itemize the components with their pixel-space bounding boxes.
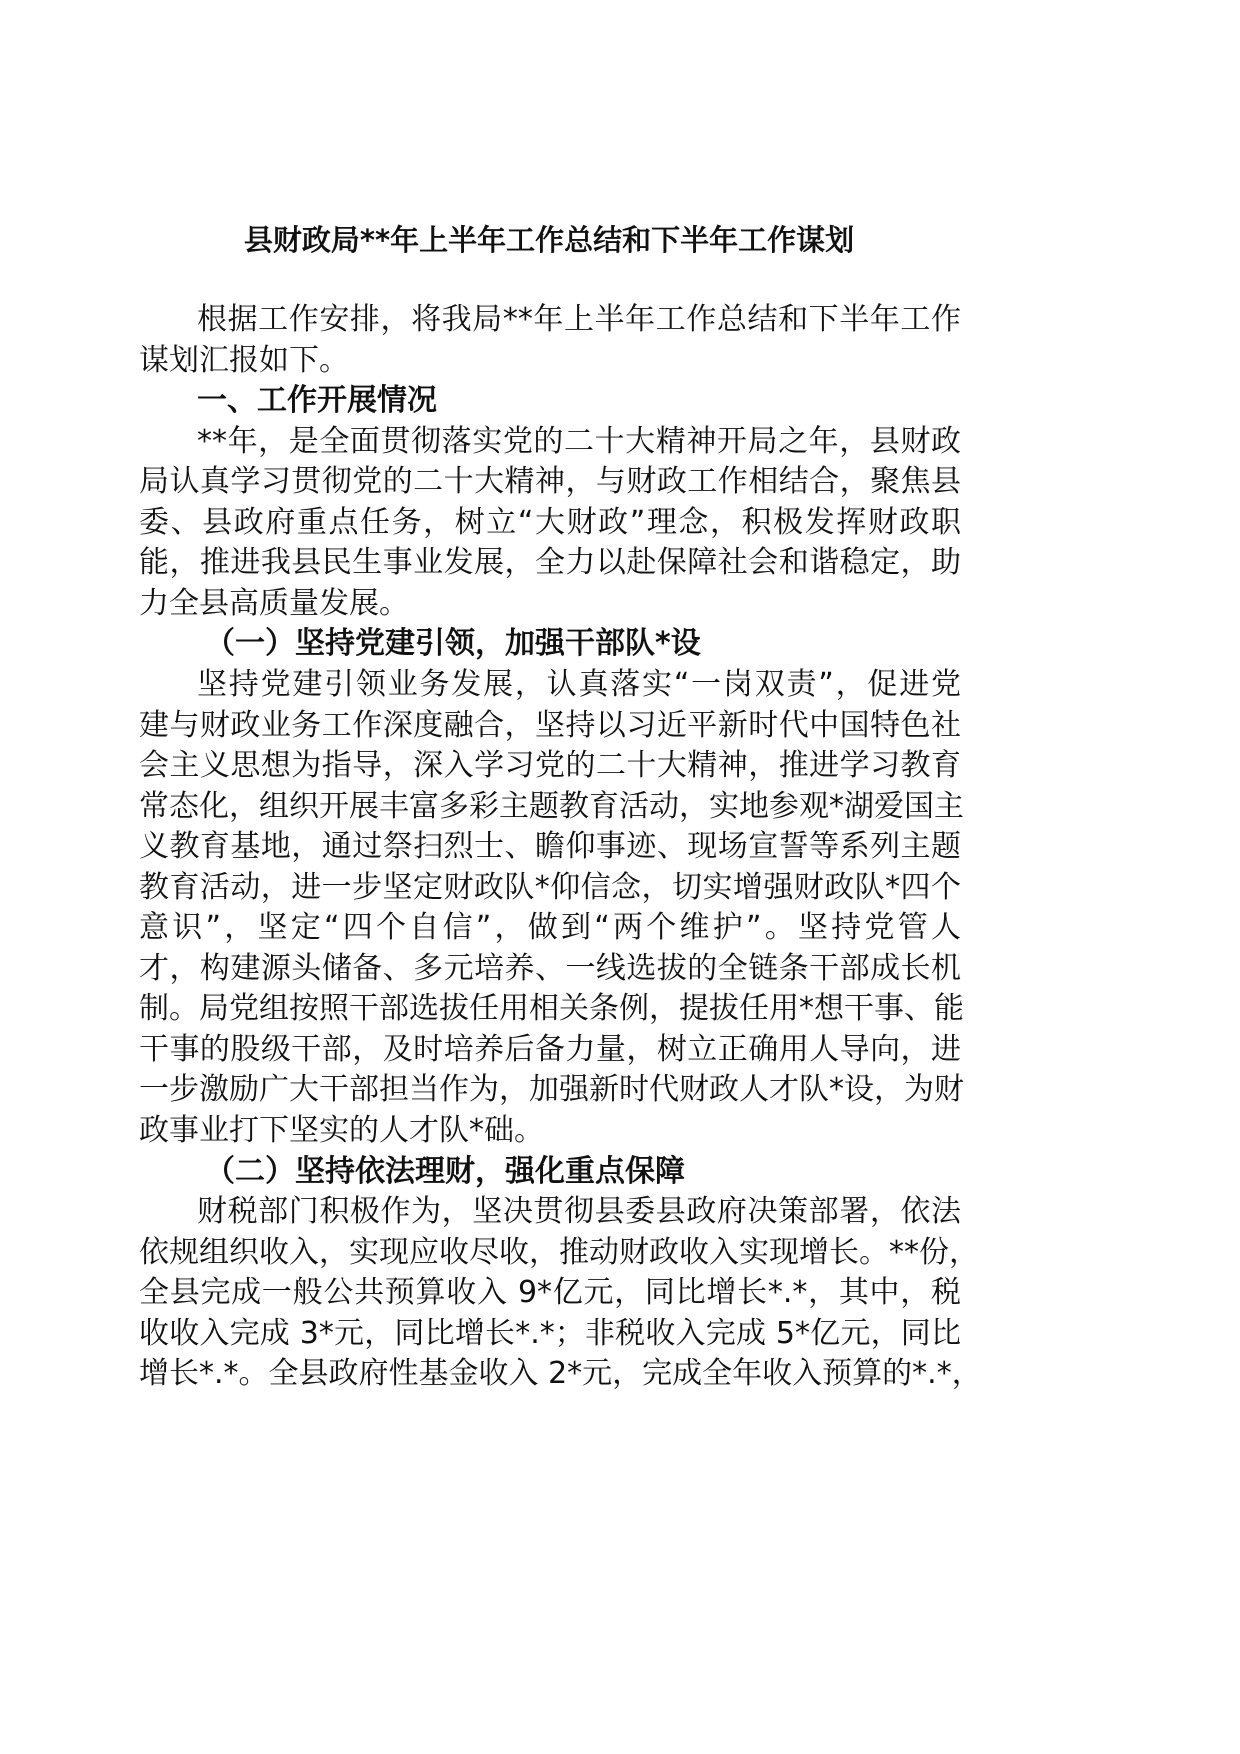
paragraph-line: 收收入完成 3*元，同比增长*.*；非税收入完成 5*亿元，同比 (139, 1315, 961, 1351)
paragraph-line: 委、县政府重点任务，树立“大财政”理念，积极发挥财政职 (139, 504, 961, 540)
paragraph-line: 才，构建源头储备、多元培养、一线选拔的全链条干部成长机 (139, 950, 961, 986)
paragraph-line: 依规组织收入，实现应收尽收，推动财政收入实现增长。**份， (139, 1234, 979, 1270)
paragraph-line: 能，推进我县民生事业发展，全力以赴保障社会和谐稳定，助 (139, 545, 961, 581)
paragraph-line: 建与财政业务工作深度融合，坚持以习近平新时代中国特色社 (139, 707, 961, 743)
paragraph-line: 常态化，组织开展丰富多彩主题教育活动，实地参观*湖爱国主 (139, 788, 964, 824)
section-heading: （二）坚持依法理财，强化重点保障 (205, 1153, 685, 1189)
section-heading: （一）坚持党建引领，加强干部队*设 (205, 626, 701, 662)
document-title: 县财政局**年上半年工作总结和下半年工作谋划 (243, 223, 855, 257)
paragraph-line: 谋划汇报如下。 (139, 342, 349, 378)
paragraph-line: **年，是全面贯彻落实党的二十大精神开局之年，县财政 (197, 423, 961, 459)
paragraph-line: 全县完成一般公共预算收入 9*亿元，同比增长*.*，其中，税 (139, 1275, 961, 1311)
paragraph-line: 局认真学习贯彻党的二十大精神，与财政工作相结合，聚焦县 (139, 464, 961, 500)
paragraph-line: 根据工作安排，将我局**年上半年工作总结和下半年工作 (197, 302, 961, 337)
paragraph-line: 义教育基地，通过祭扫烈士、瞻仰事迹、现场宣誓等系列主题 (139, 829, 961, 865)
paragraph-line: 干事的股级干部，及时培养后备力量，树立正确用人导向，进 (139, 1031, 961, 1067)
paragraph-line: 增长*.*。全县政府性基金收入 2*元，完成全年收入预算的*.*， (139, 1356, 982, 1392)
paragraph-line: 坚持党建引领业务发展，认真落实“一岗双责”，促进党 (197, 666, 961, 702)
paragraph-line: 教育活动，进一步坚定财政队*仰信念，切实增强财政队*四个 (139, 869, 961, 905)
paragraph-line: 财税部门积极作为，坚决贯彻县委县政府决策部署，依法 (197, 1194, 961, 1230)
paragraph-line: 一步激励广大干部担当作为，加强新时代财政人才队*设，为财 (139, 1072, 964, 1108)
paragraph-line: 政事业打下坚实的人才队*础。 (139, 1113, 544, 1148)
paragraph-line: 意识”，坚定“四个自信”，做到“两个维护”。坚持党管人 (139, 910, 961, 946)
paragraph-line: 力全县高质量发展。 (139, 585, 409, 621)
paragraph-line: 会主义思想为指导，深入学习党的二十大精神，推进学习教育 (139, 748, 961, 784)
section-heading: 一、工作开展情况 (197, 383, 437, 419)
paragraph-line: 制。局党组按照干部选拔任用相关条例，提拔任用*想干事、能 (139, 991, 964, 1027)
